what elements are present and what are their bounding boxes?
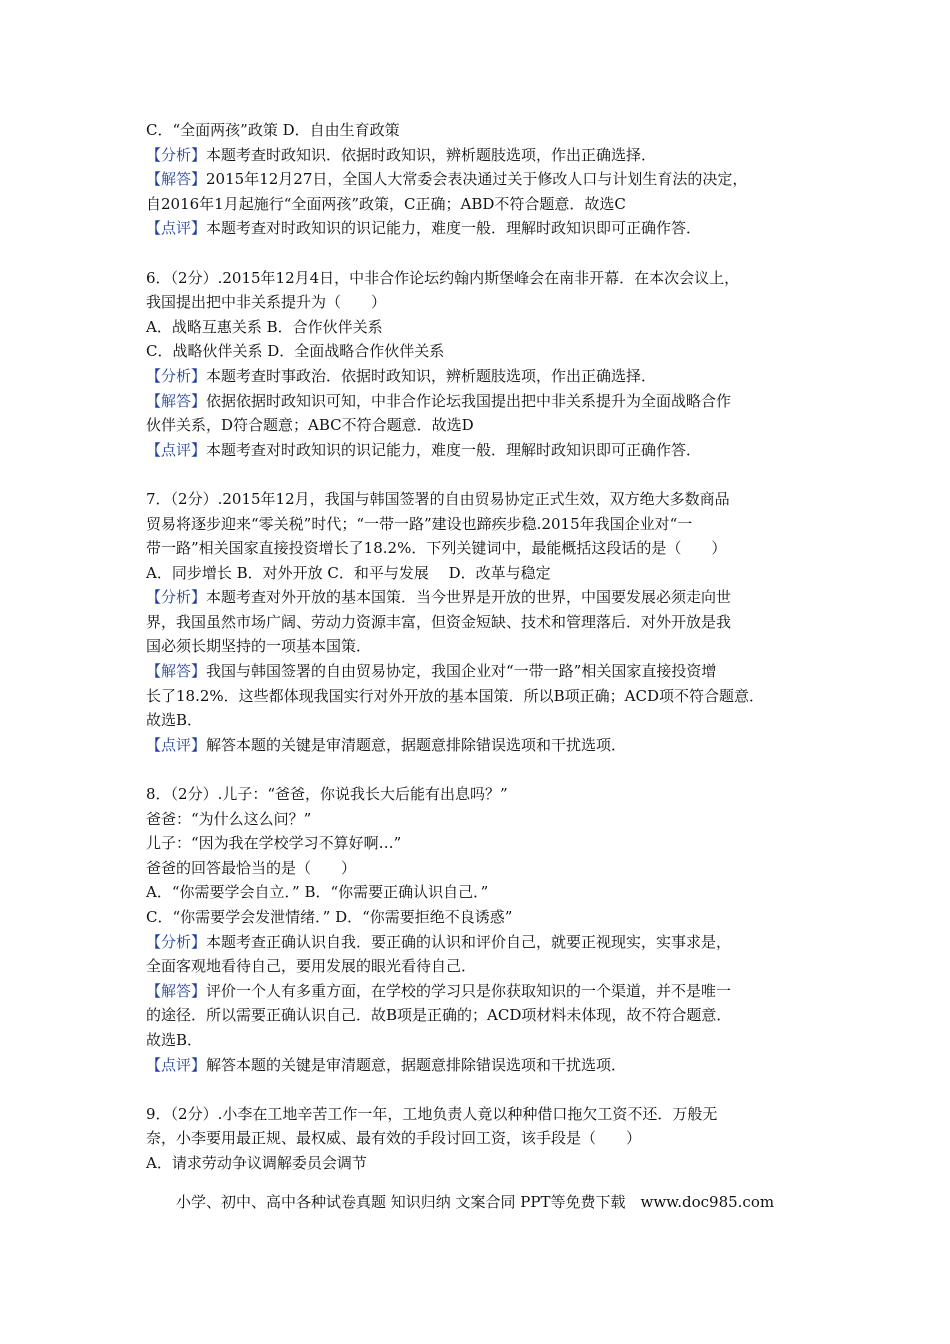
q7-answer-line-1: 【解答】我国与韩国签署的自由贸易协定，我国企业对“一带一路”相关国家直接投资增: [146, 662, 717, 681]
comment-tag: 【点评】: [146, 440, 207, 459]
q5-answer-line-1: 【解答】2015年12月27日，全国人大常委会表决通过关于修改人口与计划生育法的决定，: [146, 170, 748, 189]
q8-comment: 【点评】解答本题的关键是审清题意，据题意排除错误选项和干扰选项．: [146, 1055, 627, 1074]
analysis-tag: 【分析】: [146, 932, 207, 951]
document-body: [146, 118, 826, 1176]
q7-analysis-line-3: 国必须长期坚持的一项基本国策．: [146, 637, 372, 656]
page-footer: 小学、初中、高中各种试卷真题 知识归纳 文案合同 PPT等免费下载 www.doc985.com: [146, 1193, 775, 1211]
q8-options-cd: C．“你需要学会发泄情绪．” D．“你需要拒绝不良诱惑”: [146, 908, 513, 926]
answer-tag: 【解答】: [146, 662, 207, 681]
q6-answer-line-1: 【解答】依据依据时政知识可知，中非合作论坛我国提出把中非关系提升为全面战略合作: [146, 391, 732, 410]
comment-tag: 【点评】: [146, 1055, 207, 1074]
q6-answer-line-2: 伙伴关系，D符合题意；ABC不符合题意．故选D: [146, 416, 474, 435]
q6-options-cd: C．战略伙伴关系 D．全面战略合作伙伴关系: [146, 342, 445, 361]
q7-answer-line-2: 长了18.2%．这些都体现我国实行对外开放的基本国策．所以B项正确；ACD项不符合题意．: [146, 686, 765, 705]
q7-analysis-line-2: 界，我国虽然市场广阔、劳动力资源丰富，但资金短缺、技术和管理落后．对外开放是我: [146, 612, 732, 631]
q8-analysis-line-2: 全面客观地看待自己，要用发展的眼光看待自己．: [146, 957, 477, 976]
q5-options-cd: C．“全面两孩”政策 D．自由生育政策: [146, 121, 400, 139]
q7-stem-line-3: 带一路”相关国家直接投资增长了18.2%．下列关键词中，最能概括这段话的是（ ）: [146, 539, 727, 558]
q9-option-a: A．请求劳动争议调解委员会调节: [146, 1153, 367, 1172]
q6-analysis: 【分析】本题考查时事政治．依据时政知识，辨析题肢选项，作出正确选择．: [146, 366, 657, 385]
q8-answer-line-1: 【解答】评价一个人有多重方面，在学校的学习只是你获取知识的一个渠道，并不是唯一: [146, 981, 732, 1000]
q8-stem-line-3: 儿子：“因为我在学校学习不算好啊…”: [146, 834, 402, 853]
q5-analysis: 【分析】本题考查时政知识．依据时政知识，辨析题肢选项，作出正确选择．: [146, 145, 657, 164]
q8-analysis-line-1: 【分析】本题考查正确认识自我．要正确的认识和评价自己，就要正视现实，实事求是，: [146, 932, 732, 951]
analysis-tag: 【分析】: [146, 366, 207, 385]
q7-stem-line-2: 贸易将逐步迎来“零关税”时代；“一带一路”建设也蹄疾步稳.2015年我国企业对“一: [146, 514, 693, 533]
comment-tag: 【点评】: [146, 735, 207, 754]
analysis-tag: 【分析】: [146, 145, 207, 164]
q8-options-ab: A．“你需要学会自立．” B．“你需要正确认识自己．”: [146, 883, 489, 902]
q6-stem-line-1: 6．（2分）.2015年12月4日，中非合作论坛约翰内斯堡峰会在南非开幕．在本次会议上，: [146, 268, 740, 287]
analysis-tag: 【分析】: [146, 588, 207, 607]
q8-stem-line-1: 8．（2分）.儿子：“爸爸，你说我长大后能有出息吗？”: [146, 785, 508, 804]
q7-answer-line-3: 故选B．: [146, 711, 203, 730]
q5-comment: 【点评】本题考查对时政知识的识记能力，难度一般．理解时政知识即可正确作答．: [146, 219, 702, 238]
spacer: [146, 1077, 826, 1102]
q7-options: A．同步增长 B．对外开放 C．和平与发展 D．改革与稳定: [146, 563, 551, 582]
spacer: [146, 462, 826, 487]
answer-tag: 【解答】: [146, 981, 207, 1000]
q6-stem-line-2: 我国提出把中非关系提升为（ ）: [146, 293, 387, 312]
spacer: [146, 241, 826, 266]
q7-analysis-line-1: 【分析】本题考查对外开放的基本国策．当今世界是开放的世界，中国要发展必须走向世: [146, 588, 732, 607]
spacer: [146, 757, 826, 782]
q9-stem-line-2: 奈，小李要用最正规、最权威、最有效的手段讨回工资，该手段是（ ）: [146, 1129, 642, 1148]
q7-comment: 【点评】解答本题的关键是审清题意，据题意排除错误选项和干扰选项．: [146, 735, 627, 754]
q8-stem-line-2: 爸爸：“为什么这么问？”: [146, 809, 312, 828]
comment-tag: 【点评】: [146, 219, 207, 238]
q8-stem-line-4: 爸爸的回答最恰当的是（ ）: [146, 858, 357, 877]
q8-answer-line-3: 故选B．: [146, 1030, 203, 1049]
answer-tag: 【解答】: [146, 170, 207, 189]
q6-comment: 【点评】本题考查对时政知识的识记能力，难度一般．理解时政知识即可正确作答．: [146, 440, 702, 459]
q5-answer-line-2: 自2016年1月起施行“全面两孩”政策，C正确；ABD不符合题意．故选C: [146, 194, 626, 213]
q8-answer-line-2: 的途径．所以需要正确认识自己．故B项是正确的；ACD项材料未体现，故不符合题意．: [146, 1006, 732, 1025]
q9-stem-line-1: 9．（2分）.小李在工地辛苦工作一年，工地负责人竟以种种借口拖欠工资不还．万般无: [146, 1104, 718, 1123]
q6-options-ab: A．战略互惠关系 B．合作伙伴关系: [146, 317, 383, 336]
q7-stem-line-1: 7．（2分）.2015年12月，我国与韩国签署的自由贸易协定正式生效，双方绝大多数商品: [146, 489, 730, 508]
answer-tag: 【解答】: [146, 391, 207, 410]
